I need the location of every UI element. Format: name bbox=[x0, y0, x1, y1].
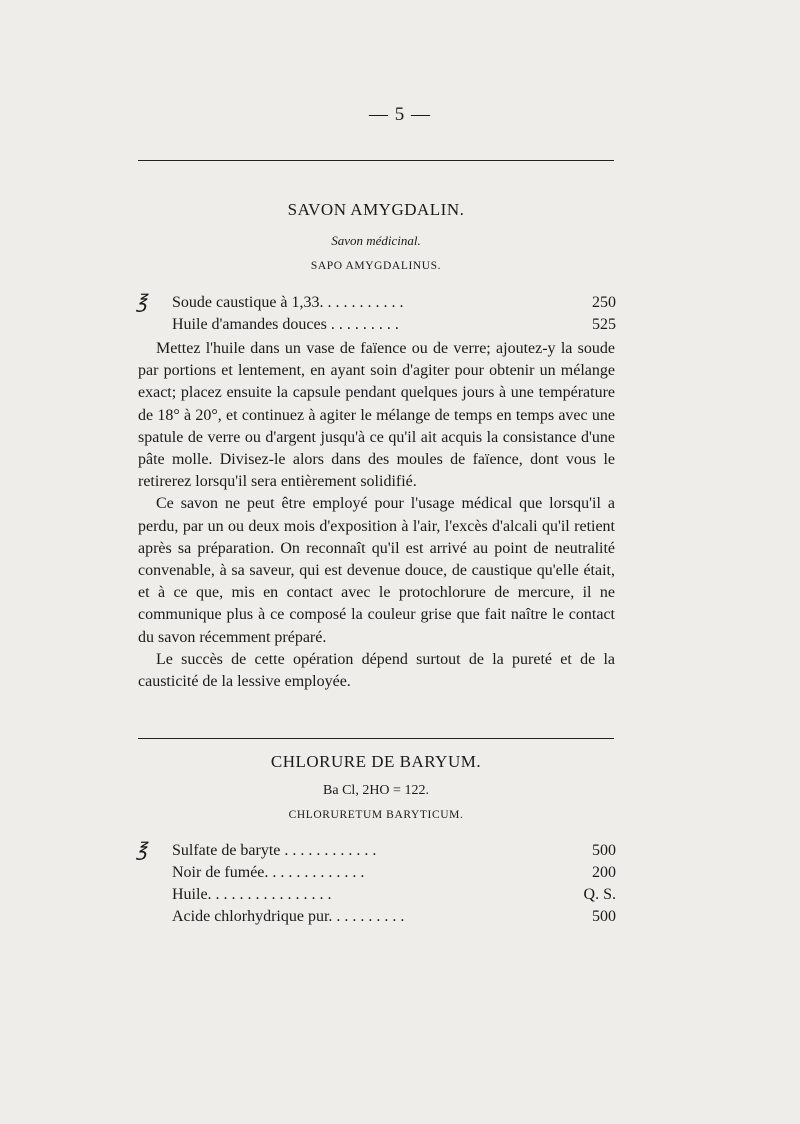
ingredient-name: Sulfate de baryte . . . . . . . . . . . . bbox=[172, 842, 377, 859]
ingredient-quantity: 500 bbox=[592, 842, 616, 859]
ingredient-quantity: 525 bbox=[592, 316, 616, 333]
section-latin-name: CHLORURETUM BARYTICUM. bbox=[288, 809, 464, 821]
ingredient-quantity: 250 bbox=[592, 294, 616, 311]
ingredient-row bbox=[138, 884, 616, 906]
body-text bbox=[138, 338, 615, 693]
section-divider bbox=[138, 738, 614, 739]
recipe-symbol: ℥ bbox=[136, 840, 147, 861]
section-latin-name: SAPO AMYGDALINUS. bbox=[310, 260, 442, 272]
section-subtitle: Savon médicinal. bbox=[331, 233, 421, 248]
ingredient-name: Huile d'amandes douces . . . . . . . . . bbox=[172, 316, 399, 333]
ingredient-list bbox=[138, 292, 616, 336]
ingredient-name: Acide chlorhydrique pur. . . . . . . . . . bbox=[172, 908, 405, 925]
ingredient-row bbox=[138, 906, 616, 928]
recipe-symbol: ℥ bbox=[136, 292, 147, 313]
page-number: — 5 — bbox=[369, 104, 431, 125]
ingredient-name: Huile. . . . . . . . . . . . . . . . bbox=[172, 886, 332, 903]
section-divider bbox=[138, 160, 614, 161]
ingredient-quantity: 500 bbox=[592, 908, 616, 925]
paragraph: Ce savon ne peut être employé pour l'usage médical que lorsqu'il a perdu, par un ou deux mois d'exposition à l'air, l'excès d'alcali qu'il retient après sa préparation. On reconnaît qu'il est arrivé au point de neutralité convenable, à sa saveur, qui est devenue douce, de caustique qu'elle était, et à ce que, mis en contact avec le protochlorure de mercure, il ne communique plus à ce composé la couleur grise que fait naître le contact du savon récemment préparé. bbox=[138, 495, 615, 646]
chemical-formula: Ba Cl, 2HO = 122. bbox=[323, 783, 429, 798]
section-title: SAVON AMYGDALIN. bbox=[287, 200, 465, 219]
ingredient-name: Soude caustique à 1,33. . . . . . . . . . . bbox=[172, 294, 404, 311]
ingredient-row bbox=[138, 314, 616, 336]
ingredient-row bbox=[138, 292, 616, 314]
ingredient-quantity: 200 bbox=[592, 864, 616, 881]
ingredient-list bbox=[138, 840, 616, 928]
ingredient-row bbox=[138, 840, 616, 862]
ingredient-name: Noir de fumée. . . . . . . . . . . . . bbox=[172, 864, 365, 881]
paragraph: Mettez l'huile dans un vase de faïence ou de verre; ajoutez-y la soude par portions et lentement, en ayant soin d'agiter pour obtenir un mélange exact; placez ensuite la capsule pendant quelques jours à une température de 18° à 20°, et continuez à agiter le mélange de temps en temps avec une spatule de verre ou d'argent jusqu'à ce qu'il ait acquis la consistance d'une pâte molle. Divisez-le alors dans des moules de faïence, dont vous le retirerez lorsqu'il sera entièrement solidifié. bbox=[138, 340, 615, 491]
ingredient-row bbox=[138, 862, 616, 884]
paragraph: Le succès de cette opération dépend surtout de la pureté et de la causticité de la lessive employée. bbox=[138, 650, 615, 691]
ingredient-quantity: Q. S. bbox=[583, 886, 616, 903]
section-title: CHLORURE DE BARYUM. bbox=[270, 752, 482, 771]
